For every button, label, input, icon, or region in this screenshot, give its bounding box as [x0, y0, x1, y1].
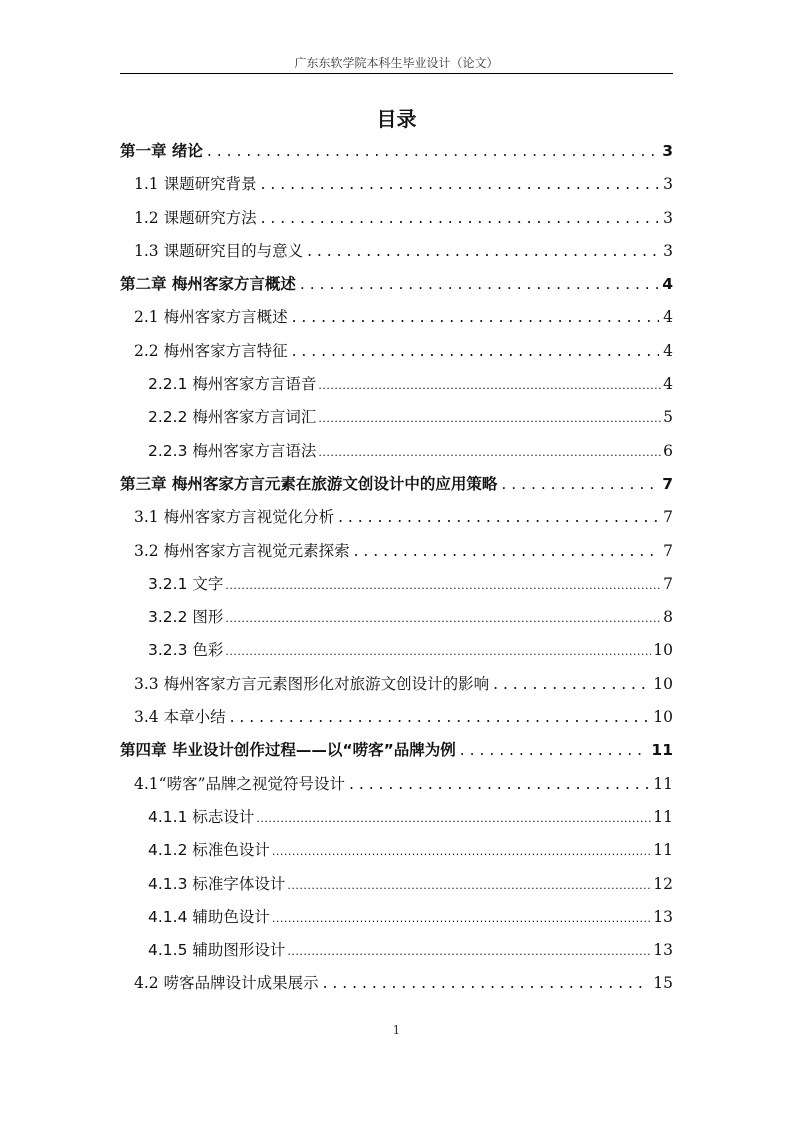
dot-leader	[225, 635, 651, 667]
toc-entry-label: 3.2 梅州客家方言视觉元素探索	[134, 541, 350, 560]
toc-entry[interactable]	[120, 202, 673, 235]
toc-entry-label: 4.2 唠客品牌设计成果展示	[134, 974, 319, 993]
dot-leader	[318, 369, 661, 401]
toc-entry-label: 4.1“唠客”品牌之视觉符号设计	[134, 774, 345, 793]
toc-entry-page: 11	[651, 741, 673, 760]
toc-entry-page: 11	[653, 807, 673, 826]
toc-entry-label: 3.2.2 图形	[148, 608, 224, 627]
toc-entry[interactable]	[120, 868, 673, 901]
toc-entry-page: 3	[663, 175, 673, 194]
toc-entry-page: 4	[663, 341, 673, 360]
toc-entry[interactable]	[120, 501, 673, 534]
dot-leader	[307, 235, 659, 268]
toc-entry-page: 7	[663, 574, 673, 593]
toc-entry[interactable]	[120, 801, 673, 834]
dot-leader	[323, 967, 650, 1000]
toc-entry[interactable]	[120, 734, 673, 767]
dot-leader	[225, 602, 661, 634]
dot-leader	[272, 835, 651, 867]
toc-entry-label: 2.1 梅州客家方言概述	[134, 308, 288, 327]
toc-entry[interactable]	[120, 834, 673, 867]
toc-entry-label: 3.1 梅州客家方言视觉化分析	[134, 508, 335, 527]
toc-entry[interactable]	[120, 435, 673, 468]
dot-leader	[230, 701, 650, 734]
toc-entry-label: 3.3 梅州客家方言元素图形化对旅游文创设计的影响	[134, 674, 490, 693]
toc-entry-page: 11	[653, 774, 673, 793]
dot-leader	[354, 535, 660, 568]
toc-entry-label: 2.2.1 梅州客家方言语音	[148, 375, 317, 394]
dot-leader	[261, 168, 660, 201]
toc-entry-label: 第二章 梅州客家方言概述	[120, 275, 296, 294]
toc-entry-page: 3	[663, 208, 673, 227]
toc-entry[interactable]	[120, 601, 673, 634]
toc-entry-page: 3	[663, 241, 673, 260]
dot-leader	[261, 202, 660, 235]
toc-entry[interactable]	[120, 535, 673, 568]
dot-leader	[287, 935, 651, 967]
dot-leader	[300, 268, 658, 301]
toc-entry-label: 4.1.5 辅助图形设计	[148, 941, 286, 960]
toc-entry[interactable]	[120, 967, 673, 1000]
toc-entry-page: 15	[653, 974, 673, 993]
toc-entry-page: 5	[663, 408, 673, 427]
page-number: 1	[392, 1023, 401, 1037]
dot-leader	[207, 135, 658, 168]
toc-entry[interactable]	[120, 568, 673, 601]
dot-leader	[287, 869, 651, 901]
dot-leader	[501, 468, 658, 501]
toc-entry[interactable]	[120, 668, 673, 701]
header-rule	[120, 73, 673, 74]
dot-leader	[318, 436, 661, 468]
toc-entry[interactable]	[120, 135, 673, 168]
dot-leader	[292, 335, 660, 368]
toc-entry[interactable]	[120, 401, 673, 434]
dot-leader	[225, 569, 661, 601]
toc-entry[interactable]	[120, 268, 673, 301]
toc-entry[interactable]	[120, 301, 673, 334]
toc-entry[interactable]	[120, 468, 673, 501]
toc-entry-label: 3.2.3 色彩	[148, 641, 224, 660]
toc-entry-page: 4	[663, 308, 673, 327]
toc-entry-label: 3.2.1 文字	[148, 574, 224, 593]
toc-entry[interactable]	[120, 335, 673, 368]
dot-leader	[256, 802, 651, 834]
toc-entry-page: 6	[663, 441, 673, 460]
toc-entry-page: 3	[662, 142, 673, 160]
toc-entry-label: 4.1.1 标志设计	[148, 807, 255, 826]
toc-entry-label: 3.4 本章小结	[134, 708, 226, 727]
toc-entry-label: 4.1.3 标准字体设计	[148, 874, 286, 893]
dot-leader	[493, 668, 649, 701]
toc-entry-label: 1.2 课题研究方法	[134, 208, 257, 227]
toc-entry[interactable]	[120, 701, 673, 734]
toc-entry[interactable]	[120, 235, 673, 268]
toc-entry-label: 2.2.3 梅州客家方言语法	[148, 441, 317, 460]
page-title: 目录	[376, 107, 417, 131]
toc-entry-page: 10	[653, 674, 673, 693]
dot-leader	[272, 902, 651, 934]
dot-leader	[292, 301, 660, 334]
toc-entry-label: 4.1.4 辅助色设计	[148, 907, 270, 926]
toc-entry-page: 11	[653, 841, 673, 860]
toc-entry-page: 10	[653, 641, 673, 660]
toc-entry-label: 4.1.2 标准色设计	[148, 841, 270, 860]
dot-leader	[318, 402, 661, 434]
toc-entry-page: 4	[663, 375, 673, 394]
toc-entry-label: 1.3 课题研究目的与意义	[134, 241, 304, 260]
toc-entry[interactable]	[120, 768, 673, 801]
toc-entry-label: 1.1 课题研究背景	[134, 175, 257, 194]
toc-entry-page: 4	[662, 275, 673, 294]
toc-entry-label: 第三章 梅州客家方言元素在旅游文创设计中的应用策略	[120, 474, 498, 493]
toc-entry[interactable]	[120, 368, 673, 401]
toc-entry-label: 2.2 梅州客家方言特征	[134, 341, 288, 360]
toc-entry-page: 7	[663, 541, 673, 560]
toc-entry-page: 13	[653, 907, 673, 926]
toc-entry-page: 7	[662, 474, 673, 493]
running-header: 广东东软学院本科生毕业设计（论文）	[294, 56, 499, 70]
toc-entry[interactable]	[120, 901, 673, 934]
dot-leader	[460, 734, 648, 767]
toc-entry[interactable]	[120, 634, 673, 667]
toc-entry-page: 10	[653, 708, 673, 727]
table-of-contents	[120, 135, 673, 1001]
toc-entry-page: 7	[663, 508, 673, 527]
toc-entry-label: 第四章 毕业设计创作过程——以“唠客”品牌为例	[120, 741, 456, 760]
toc-entry-label: 第一章 绪论	[120, 142, 203, 160]
dot-leader	[349, 768, 649, 801]
toc-entry-label: 2.2.2 梅州客家方言词汇	[148, 408, 317, 427]
toc-entry-page: 13	[653, 941, 673, 960]
toc-entry[interactable]	[120, 168, 673, 201]
toc-entry-page: 12	[653, 874, 673, 893]
toc-entry[interactable]	[120, 934, 673, 967]
toc-entry-page: 8	[663, 608, 673, 627]
dot-leader	[338, 501, 659, 534]
